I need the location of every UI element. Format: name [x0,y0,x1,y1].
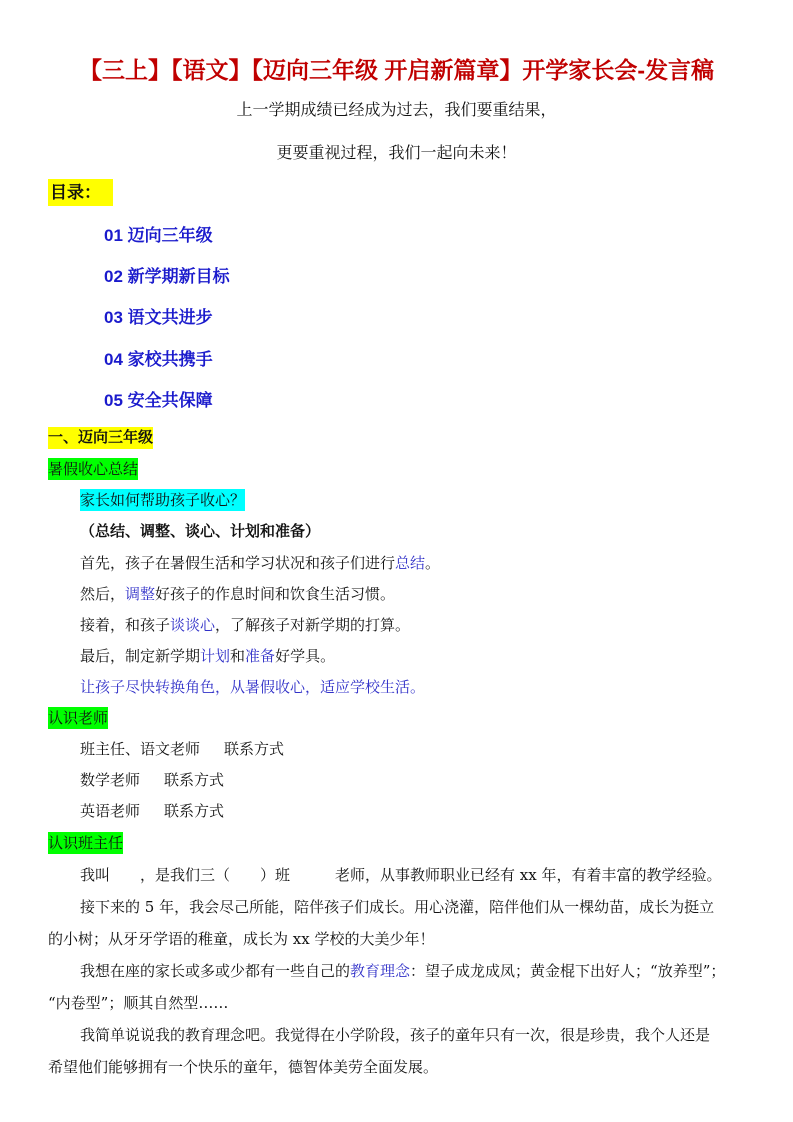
step-2: 然后，调整好孩子的作息时间和饮食生活习惯。 [80,585,396,603]
teacher-row: 英语老师 联系方式 [80,802,225,820]
paragraph-ideas-line-2: “内卷型”；顺其自然型…… [48,994,229,1012]
subheading-head-teacher: 认识班主任 [48,834,124,852]
paragraph-philosophy-line-2: 希望他们能够拥有一个快乐的童年，德智体美劳全面发展。 [48,1058,439,1076]
conclusion: 让孩子尽快转换角色，从暑假收心，适应学校生活。 [80,678,426,696]
teacher-row: 班主任、语文老师 联系方式 [80,740,285,758]
question: 家长如何帮助孩子收心？ [80,491,246,509]
toc-item: 01 迈向三年级 [104,226,213,245]
paragraph-plan-line-2: 的小树；从牙牙学语的稚童，成长为 xx 学校的大美少年！ [48,930,435,948]
step-4: 最后，制定新学期计划和准备好学具。 [80,647,336,665]
toc-item: 03 语文共进步 [104,308,213,327]
toc-heading: 目录： [48,179,113,206]
paragraph-plan-line-1: 接下来的 5 年，我会尽己所能，陪伴孩子们成长。用心浇灌，陪伴他们从一棵幼苗，成长为挺立 [80,898,715,916]
paragraph-ideas-line-1: 我想在座的家长或多或少都有一些自己的教育理念：望子成龙成凤；黄金棍下出好人；“放养型”； [80,962,726,980]
section-heading: 一、迈向三年级 [48,427,153,449]
intro-line-2: 更要重视过程，我们一起向未来！ [276,143,517,162]
step-3: 接着，和孩子谈谈心，了解孩子对新学期的打算。 [80,616,411,634]
paragraph-intro: 我叫 ，是我们三（ ）班 老师，从事教师职业已经有 xx 年，有着丰富的教学经验。 [80,866,722,884]
keywords: （总结、调整、谈心、计划和准备） [80,522,321,540]
teacher-row: 数学老师 联系方式 [80,771,225,789]
toc-item: 02 新学期新目标 [104,267,230,286]
step-1: 首先，孩子在暑假生活和学习状况和孩子们进行总结。 [80,554,441,572]
document-title: 【三上】【语文】【迈向三年级 开启新篇章】开学家长会-发言稿 [78,57,715,83]
toc-item: 04 家校共携手 [104,350,213,369]
paragraph-philosophy-line-1: 我简单说说我的教育理念吧。我觉得在小学阶段，孩子的童年只有一次，很是珍贵，我个人还是 [80,1026,711,1044]
toc-item: 05 安全共保障 [104,391,213,410]
subheading-summer: 暑假收心总结 [48,460,139,478]
intro-line-1: 上一学期成绩已经成为过去，我们要重结果， [236,100,557,119]
subheading-teachers: 认识老师 [48,709,109,727]
